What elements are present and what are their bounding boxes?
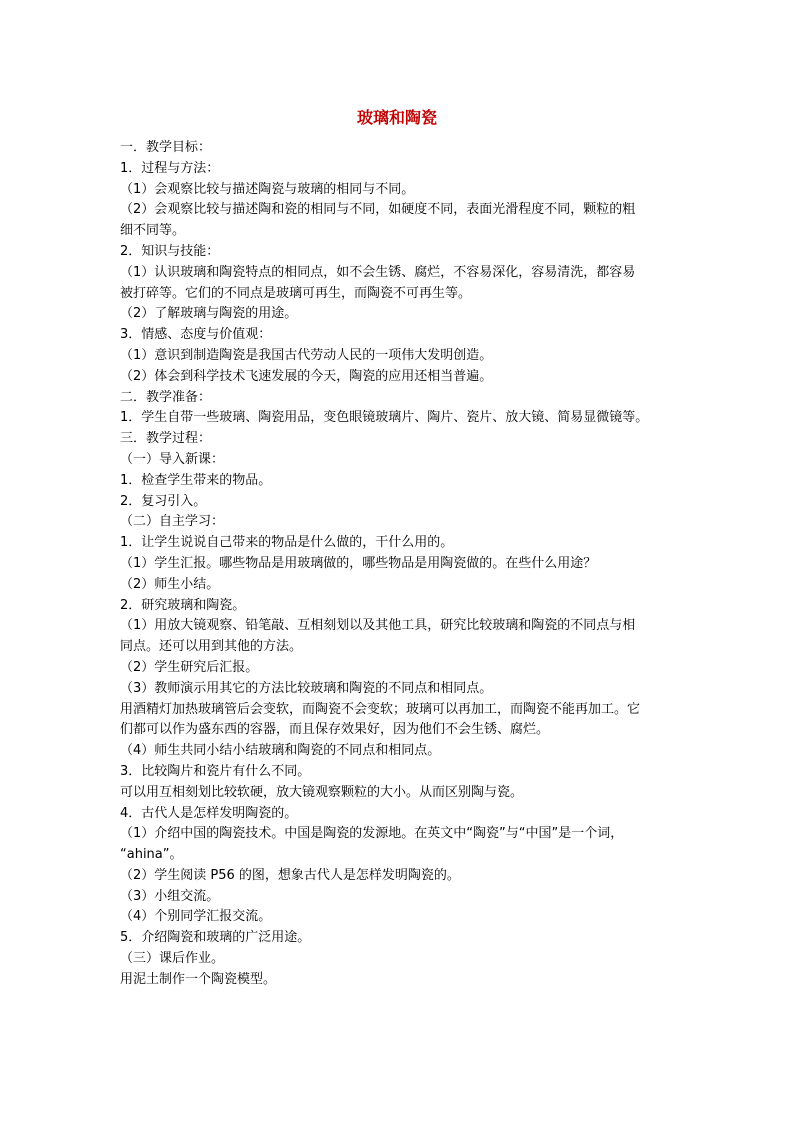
text-line: 用酒精灯加热玻璃管后会变软，而陶瓷不会变软；玻璃可以再加工，而陶瓷不能再加工。它 bbox=[120, 701, 641, 717]
text-line: （1）会观察比较与描述陶瓷与玻璃的相同与不同。 bbox=[120, 181, 415, 197]
text-line: 用泥土制作一个陶瓷模型。 bbox=[120, 971, 277, 987]
text-line: 同点。还可以用到其他的方法。 bbox=[120, 639, 303, 655]
text-line: 2．复习引入。 bbox=[120, 493, 207, 509]
text-line: “ahina”。 bbox=[120, 847, 183, 863]
text-line: （1）用放大镜观察、铅笔敲、互相刻划以及其他工具，研究比较玻璃和陶瓷的不同点与相 bbox=[120, 618, 636, 634]
document-title: 玻璃和陶瓷 bbox=[356, 108, 437, 127]
text-line: 二．教学准备： bbox=[120, 389, 212, 405]
text-line: 2．知识与技能： bbox=[120, 243, 220, 259]
text-line: （2）体会到科学技术飞速发展的今天，陶瓷的应用还相当普遍。 bbox=[120, 368, 493, 384]
document-body bbox=[120, 138, 680, 991]
text-line: （2）学生阅读 P56 的图，想象古代人是怎样发明陶瓷的。 bbox=[120, 867, 460, 883]
text-line: （2）学生研究后汇报。 bbox=[120, 659, 259, 675]
text-line: 3．情感、态度与价值观： bbox=[120, 327, 272, 343]
text-line: （2）会观察比较与描述陶和瓷的相同与不同，如硬度不同，表面光滑程度不同，颗粒的粗 bbox=[120, 202, 636, 218]
text-line: 1．让学生说说自己带来的物品是什么做的，干什么用的。 bbox=[120, 535, 454, 551]
text-line: （1）意识到制造陶瓷是我国古代劳动人民的一项伟大发明创造。 bbox=[120, 347, 493, 363]
text-line: 三．教学过程： bbox=[120, 431, 212, 447]
text-line: 5．介绍陶瓷和玻璃的广泛用途。 bbox=[120, 930, 311, 946]
text-line: （2）师生小结。 bbox=[120, 576, 220, 592]
text-line: 1．学生自带一些玻璃、陶瓷用品，变色眼镜玻璃片、陶片、瓷片、放大镜、简易显微镜等。 bbox=[120, 410, 649, 426]
text-line: （3）小组交流。 bbox=[120, 888, 220, 904]
text-line: （3）教师演示用其它的方法比较玻璃和陶瓷的不同点和相同点。 bbox=[120, 680, 493, 696]
text-line: 被打碎等。它们的不同点是玻璃可再生，而陶瓷不可再生等。 bbox=[120, 285, 472, 301]
text-line: （二）自主学习： bbox=[120, 514, 225, 530]
text-line: 可以用互相刻划比较软硬，放大镜观察颗粒的大小。从而区别陶与瓷。 bbox=[120, 784, 524, 800]
text-line: （三）课后作业。 bbox=[120, 951, 225, 967]
text-line: 1．检查学生带来的物品。 bbox=[120, 472, 272, 488]
text-line: （1）学生汇报。哪些物品是用玻璃做的，哪些物品是用陶瓷做的。在些什么用途？ bbox=[120, 555, 597, 571]
text-line: 2．研究玻璃和陶瓷。 bbox=[120, 597, 246, 613]
text-line: （2）了解玻璃与陶瓷的用途。 bbox=[120, 306, 298, 322]
text-line: 们都可以作为盛东西的容器，而且保存效果好，因为他们不会生锈、腐烂。 bbox=[120, 722, 550, 738]
text-line: （1）认识玻璃和陶瓷特点的相同点，如不会生锈、腐烂，不容易深化，容易清洗，都容易 bbox=[120, 264, 636, 280]
text-line: （4）个别同学汇报交流。 bbox=[120, 909, 272, 925]
text-line: 一．教学目标： bbox=[120, 140, 212, 155]
text-line: 细不同等。 bbox=[120, 223, 186, 239]
text-line: （4）师生共同小结小结玻璃和陶瓷的不同点和相同点。 bbox=[120, 743, 441, 759]
text-line: （1）介绍中国的陶瓷技术。中国是陶瓷的发源地。在英文中“陶瓷”与“中国”是一个词， bbox=[120, 826, 624, 842]
text-line: 1．过程与方法： bbox=[120, 160, 220, 176]
text-line: 4．古代人是怎样发明陶瓷的。 bbox=[120, 805, 298, 821]
text-line: 3．比较陶片和瓷片有什么不同。 bbox=[120, 763, 311, 779]
text-line: （一）导入新课： bbox=[120, 451, 225, 467]
